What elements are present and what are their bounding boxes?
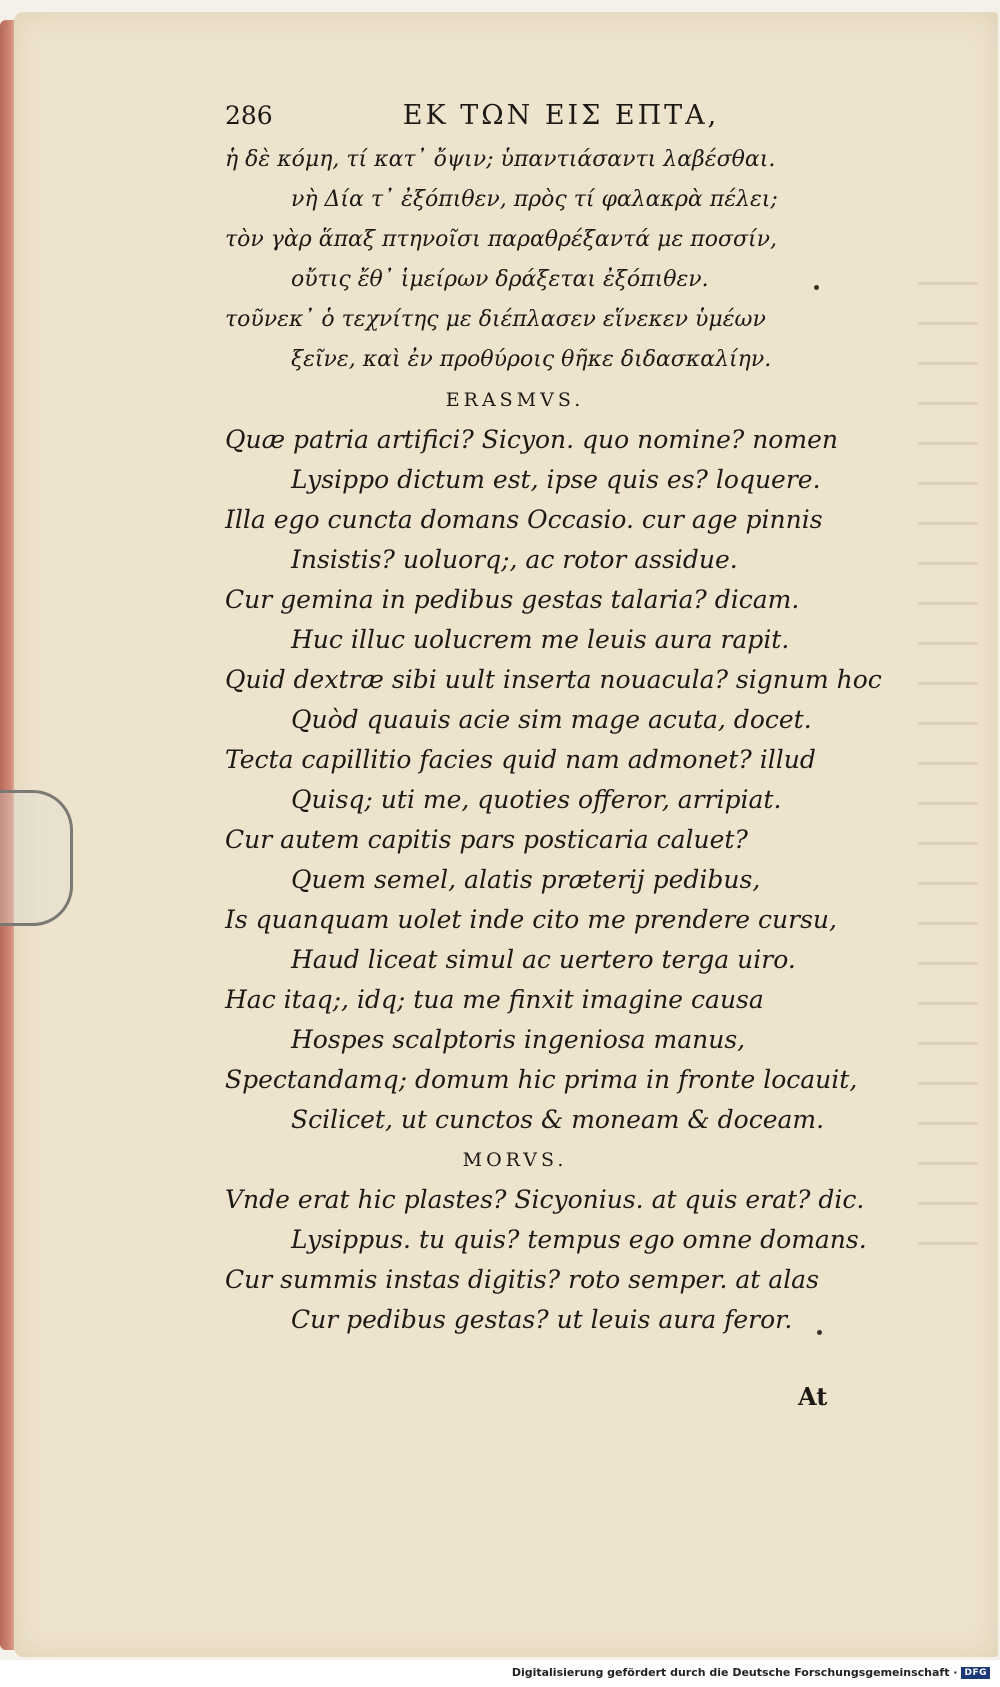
credit-text: Digitalisierung gefördert durch die Deutsche Forschungsgemeinschaft · bbox=[511, 1666, 958, 1679]
latin-line: Huc illuc uolucrem me leuis aura rapit. bbox=[291, 625, 790, 654]
latin-line: Quæ patria artifici? Sicyon. quo nomine? nomen bbox=[225, 425, 838, 454]
latin-line: Hospes scalptoris ingeniosa manus, bbox=[291, 1025, 746, 1054]
latin-line: Quòd quauis acie sim mage acuta, docet. bbox=[291, 705, 812, 734]
section-heading-erasmus: ERASMVS. bbox=[445, 389, 585, 411]
running-head-title: ΕΚ ΤΩΝ ΕΙΣ ΕΠΤΑ, bbox=[402, 100, 720, 131]
greek-line: ξεῖνε, καὶ ἐν προθύροις θῆκε διδασκαλίην. bbox=[291, 347, 772, 372]
page-clip bbox=[0, 790, 73, 926]
latin-line: Quid dextræ sibi uult inserta nouacula? signum hoc bbox=[225, 665, 882, 694]
latin-line: Lysippo dictum est, ipse quis es? loquere. bbox=[291, 465, 821, 494]
page-number: 286 bbox=[225, 101, 273, 130]
greek-line: νὴ Δία τ᾽ ἐξόπιθεν, πρὸς τί φαλακρὰ πέλει; bbox=[291, 187, 778, 212]
latin-line: Vnde erat hic plastes? Sicyonius. at quis erat? dic. bbox=[225, 1185, 865, 1214]
greek-line: οὔτις ἔθ᾽ ἱμείρων δράξεται ἐξόπιθεν. bbox=[291, 267, 709, 292]
latin-line: Quem semel, alatis præterij pedibus, bbox=[291, 865, 761, 894]
latin-line: Scilicet, ut cunctos & moneam & doceam. bbox=[291, 1105, 825, 1134]
latin-line: Hac itaq;, idq; tua me finxit imagine causa bbox=[225, 985, 764, 1014]
greek-line: τὸν γὰρ ἅπαξ πτηνοῖσι παραθρέξαντά με ποσσίν, bbox=[225, 227, 777, 252]
digitization-credit bbox=[512, 1666, 990, 1679]
text-block bbox=[225, 100, 882, 1340]
latin-line: Insistis? uoluorq;, ac rotor assidue. bbox=[291, 545, 738, 574]
section-heading-morus: MORVS. bbox=[462, 1149, 568, 1171]
latin-line: Quisq; uti me, quoties offeror, arripiat. bbox=[291, 785, 782, 814]
latin-line: Cur summis instas digitis? roto semper. at alas bbox=[225, 1265, 819, 1294]
latin-line: Cur gemina in pedibus gestas talaria? dicam. bbox=[225, 585, 800, 614]
latin-line: Is quanquam uolet inde cito me prendere cursu, bbox=[225, 905, 837, 934]
latin-line: Cur autem capitis pars posticaria caluet? bbox=[225, 825, 748, 854]
catchword: At bbox=[798, 1382, 828, 1411]
dfg-logo: DFG bbox=[961, 1667, 990, 1679]
greek-line: τοῦνεκ᾽ ὁ τεχνίτης με διέπλασεν εἵνεκεν ὑμέων bbox=[225, 307, 766, 332]
greek-line: ἡ δὲ κόμη, τί κατ᾽ ὄψιν; ὑπαντιάσαντι λαβέσθαι. bbox=[225, 147, 776, 172]
latin-line: Illa ego cuncta domans Occasio. cur age pinnis bbox=[225, 505, 823, 534]
running-head bbox=[225, 100, 865, 140]
latin-line: Tecta capillitio facies quid nam admonet? illud bbox=[225, 745, 816, 774]
latin-line: Spectandamq; domum hic prima in fronte locauit, bbox=[225, 1065, 858, 1094]
show-through-text bbox=[918, 252, 978, 1252]
latin-line: Haud liceat simul ac uertero terga uiro. bbox=[291, 945, 796, 974]
latin-line: Cur pedibus gestas? ut leuis aura feror. bbox=[291, 1305, 793, 1334]
latin-line: Lysippus. tu quis? tempus ego omne domans. bbox=[291, 1225, 867, 1254]
